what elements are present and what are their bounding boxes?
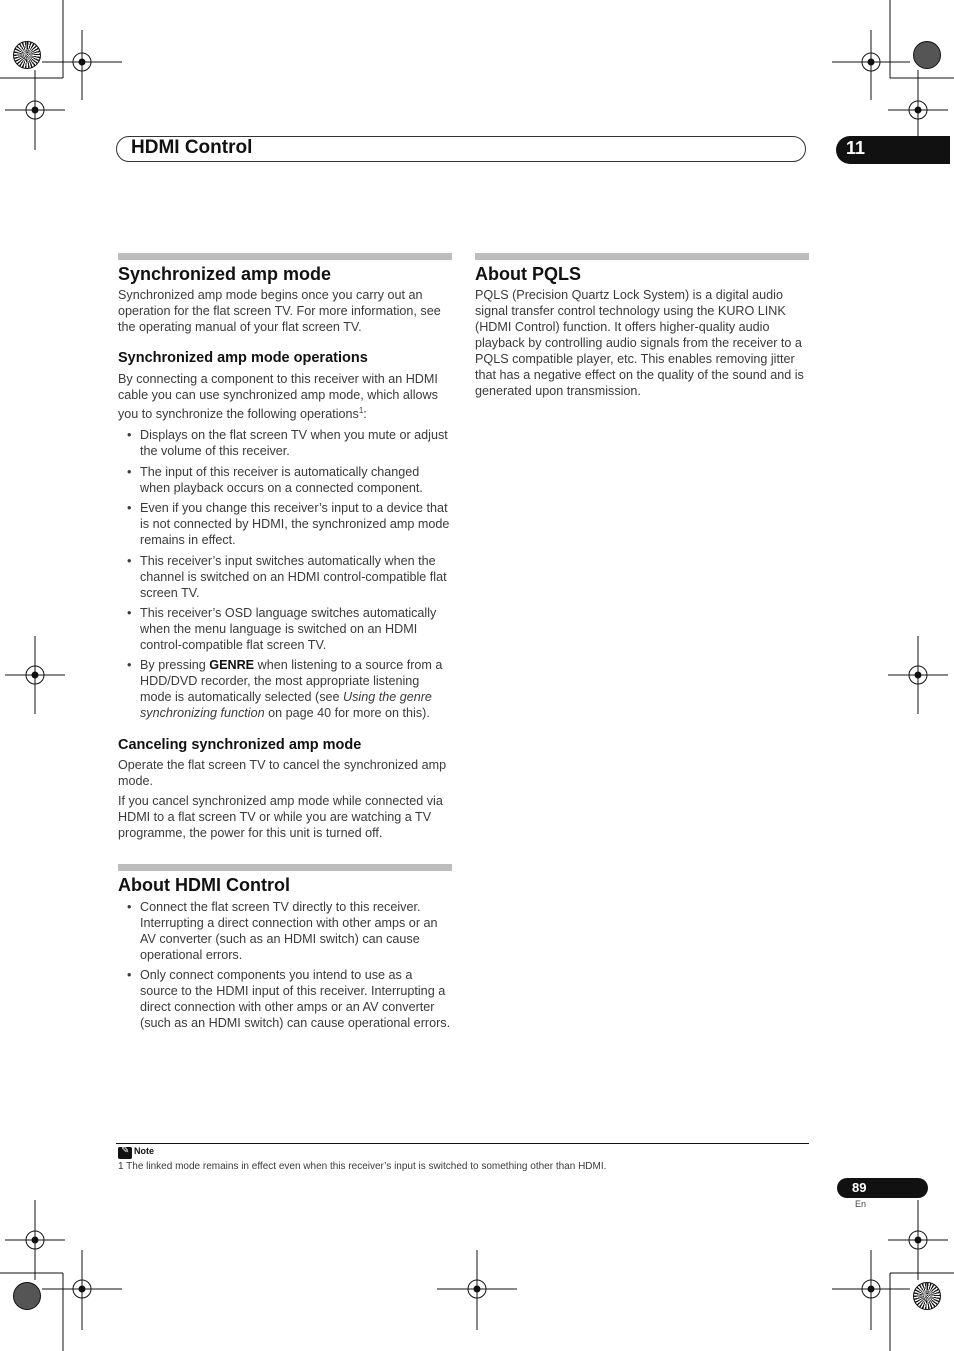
chapter-title: HDMI Control xyxy=(131,137,253,158)
ops-intro-text: By connecting a component to this receiver with an HDMI cable you can use synchronized amp mode, which allows you to synchronize the following operations xyxy=(118,372,438,422)
language-code: En xyxy=(855,1199,867,1209)
page-number: 89 xyxy=(852,1180,867,1195)
section-divider xyxy=(118,253,452,260)
list-item-genre xyxy=(118,657,452,721)
color-rosette-icon xyxy=(13,41,41,69)
ops-bullet-list xyxy=(118,427,452,721)
color-rosette-icon xyxy=(13,1282,41,1310)
cancel-paragraph-1: Operate the flat screen TV to cancel the synchronized amp mode. xyxy=(118,758,447,788)
ops-intro xyxy=(118,371,452,422)
chapter-number-tab xyxy=(836,136,950,164)
color-rosette-icon xyxy=(913,41,941,69)
ops-intro-end: : xyxy=(363,407,367,422)
section-divider xyxy=(118,864,452,871)
cancel-body xyxy=(118,757,452,841)
pqls-body: PQLS (Precision Quartz Lock System) is a digital audio signal transfer control technology using the KURO LINK (HDMI Control) function. It offers higher-quality audio playback by controlling audio signals from the receiver to a PQLS compatible player, etc. This enables removing jitter that has a negative effect on the quality of the sound and is generated upon transmission. xyxy=(475,288,804,398)
list-item: • Even if you change this receiver’s input to a device that is not connected by HDMI, the synchronized amp mode remains in effect. xyxy=(118,500,452,548)
footnote-ref: 1 xyxy=(358,406,364,415)
page-number-tab xyxy=(837,1178,928,1198)
note-pencil-icon: ✎ xyxy=(118,1147,132,1159)
chapter-number: 11 xyxy=(846,138,866,158)
color-rosette-icon xyxy=(913,1282,941,1310)
list-item: • Displays on the flat screen TV when you mute or adjust the volume of this receiver. xyxy=(118,427,452,459)
section-title-pqls: About PQLS xyxy=(475,264,581,284)
cancel-paragraph-2: If you cancel synchronized amp mode while connected via HDMI to a flat screen TV or while you are watching a TV programme, the power for this unit is turned off. xyxy=(118,794,443,840)
genre-xref: Using the genre synchronizing function xyxy=(140,690,432,720)
genre-post: on page 40 for more on this). xyxy=(264,706,430,720)
section-divider xyxy=(475,253,809,260)
note-label: Note xyxy=(134,1146,154,1156)
list-item: • The input of this receiver is automatically changed when playback occurs on a connected component. xyxy=(118,464,452,496)
section-title-sync-amp: Synchronized amp mode xyxy=(118,264,332,284)
subsection-title-ops: Synchronized amp mode operations xyxy=(118,350,368,366)
list-item: • Connect the flat screen TV directly to this receiver. Interrupting a direct connection with other amps or an AV converter (such as an HDMI switch) can cause operational errors. xyxy=(118,899,452,963)
genre-button-label: GENRE xyxy=(209,658,255,672)
list-item: • Only connect components you intend to use as a source to the HDMI input of this receiver. Interrupting a direct connection with other amps or an AV converter (such as an HDMI switch) can cause operational errors. xyxy=(118,967,452,1031)
genre-pre: By pressing xyxy=(140,658,210,672)
list-item: • This receiver’s input switches automatically when the channel is switched on an HDMI control-compatible flat screen TV. xyxy=(118,553,452,601)
section-title-about-hdmi: About HDMI Control xyxy=(118,875,290,895)
hdmi-bullet-list xyxy=(118,899,452,1031)
subsection-title-cancel: Canceling synchronized amp mode xyxy=(118,737,362,753)
sync-amp-intro: Synchronized amp mode begins once you carry out an operation for the flat screen TV. For more information, see the operating manual of your flat screen TV. xyxy=(118,288,441,334)
genre-mid: when listening to a source from a HDD/DVD recorder, the most appropriate listening mode is automatically selected (see xyxy=(140,658,443,704)
list-item: • This receiver’s OSD language switches automatically when the menu language is switched on an HDMI control-compatible flat screen TV. xyxy=(118,605,452,653)
footnote-rule xyxy=(116,1143,809,1144)
footnote-text: 1 The linked mode remains in effect even when this receiver’s input is switched to something other than HDMI. xyxy=(118,1161,607,1172)
